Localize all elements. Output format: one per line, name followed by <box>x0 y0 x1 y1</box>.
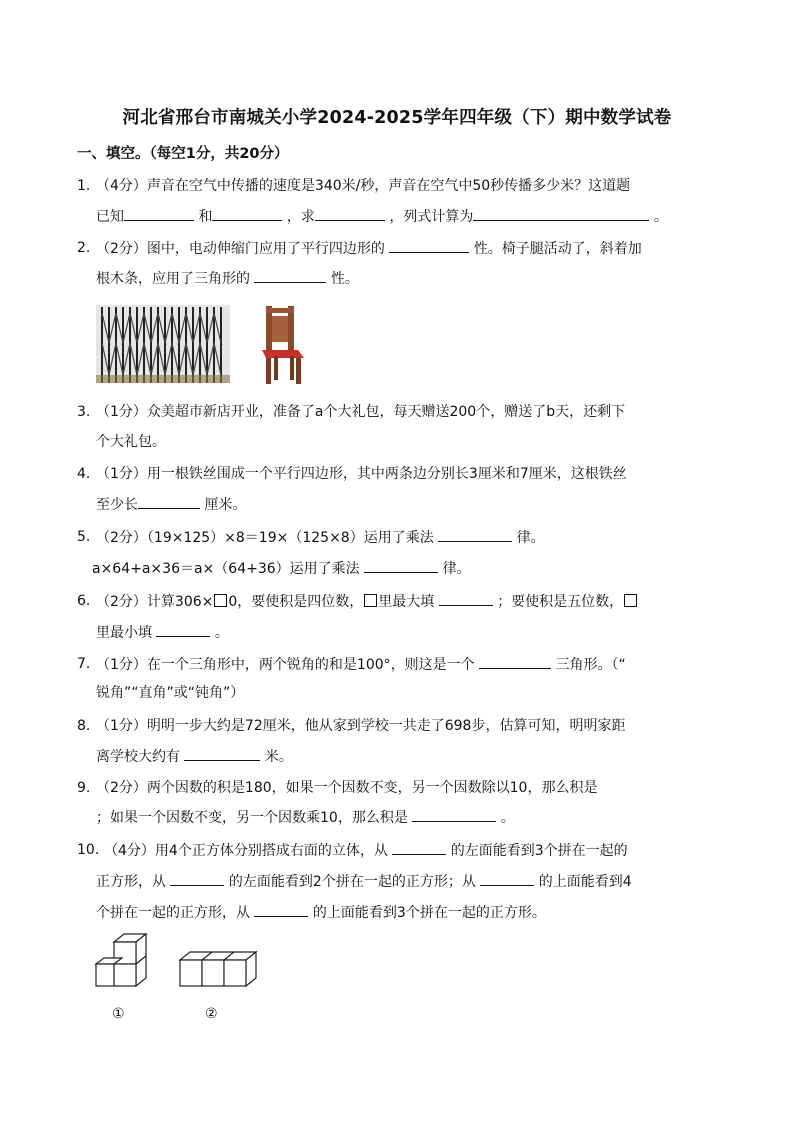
empty-box-icon <box>624 594 637 607</box>
q4-line2 <box>96 494 246 515</box>
q1-text-e: 。 <box>653 209 668 225</box>
q10-blank-1[interactable] <box>392 840 446 855</box>
q2-number: 2. <box>77 240 91 256</box>
q10-text-g: 的上面能看到3个拼在一起的正方形。 <box>312 905 546 921</box>
q2-text-b: 性。椅子腿活动了，斜着加 <box>473 241 642 257</box>
q6-text-a: （2分）计算306× <box>96 594 214 610</box>
q5-text-c: a×64+a×36＝a×（64+36）运用了乘法 <box>92 561 360 577</box>
section-heading-fill-in: 一、填空。（每空1分，共20分） <box>77 146 289 162</box>
q10-text-f: 个拼在一起的正方形，从 <box>96 905 250 921</box>
q6-text-e: 里最小填 <box>96 625 152 641</box>
q1-text-c: ，求 <box>286 209 315 225</box>
q10-line1 <box>104 840 628 861</box>
q5-text-d: 律。 <box>442 561 471 577</box>
cube-stack-figure-1 <box>92 932 152 994</box>
q6-text-c: 里最大填 <box>378 594 435 610</box>
q1-blank-4[interactable] <box>473 206 649 221</box>
q3-line2: 个大礼包。 <box>96 434 166 450</box>
q7-line1 <box>96 654 626 675</box>
wooden-chair-image <box>258 304 308 386</box>
retractable-gate-image <box>96 303 230 385</box>
q4-line1: （1分）用一根铁丝围成一个平行四边形，其中两条边分别长3厘米和7厘米，这根铁丝 <box>96 466 627 482</box>
figure-label-1: ① <box>112 1006 125 1022</box>
q10-line2 <box>96 871 632 892</box>
q4-number: 4. <box>77 466 91 482</box>
q4-text-b: 厘米。 <box>204 497 247 513</box>
q2-line2 <box>96 268 359 289</box>
q6-number: 6. <box>77 593 91 609</box>
q1-line2 <box>96 206 668 227</box>
q3-number: 3. <box>77 404 91 420</box>
q2-blank-2[interactable] <box>254 268 326 283</box>
q2-line1 <box>96 238 642 259</box>
q4-blank-1[interactable] <box>138 494 200 509</box>
q9-line2 <box>96 807 515 828</box>
empty-box-icon <box>214 594 227 607</box>
q9-text-b: 。 <box>500 810 515 826</box>
cube-row-figure-2 <box>176 948 262 992</box>
q6-line1 <box>96 591 638 612</box>
q8-line2 <box>96 746 293 767</box>
q5-line2 <box>92 558 471 579</box>
q6-text-f: 。 <box>214 625 229 641</box>
q8-text-b: 米。 <box>264 749 293 765</box>
q5-text-a: （2分）（19×125）×8＝19×（125×8）运用了乘法 <box>96 530 434 546</box>
q8-text-a: 离学校大约有 <box>96 749 180 765</box>
q6-blank-2[interactable] <box>156 622 210 637</box>
q6-line2 <box>96 622 229 643</box>
q1-text-b: 和 <box>198 209 213 225</box>
q5-blank-2[interactable] <box>364 558 438 573</box>
q2-blank-1[interactable] <box>389 238 469 253</box>
q3-line1: （1分）众美超市新店开业，准备了a个大礼包，每天赠送200个，赠送了b天，还剩下 <box>96 404 626 420</box>
q5-number: 5. <box>77 529 91 545</box>
q2-text-d: 性。 <box>330 271 359 287</box>
q10-text-b: 的左面能看到3个拼在一起的 <box>450 843 628 859</box>
q1-blank-3[interactable] <box>315 206 385 221</box>
q10-number: 10. <box>77 842 100 858</box>
q10-text-e: 的上面能看到4 <box>538 874 632 890</box>
q8-line1: （1分）明明一步大约是72厘米，他从家到学校一共走了698步，估算可知，明明家距 <box>96 718 626 734</box>
q9-line1: （2分）两个因数的积是180，如果一个因数不变，另一个因数除以10，那么积是 <box>96 780 598 796</box>
q9-text-a: ；如果一个因数不变，另一个因数乘10，那么积是 <box>96 810 408 826</box>
figure-label-2: ② <box>205 1006 218 1022</box>
q7-blank-1[interactable] <box>479 654 551 669</box>
q2-text-a: （2分）图中，电动伸缩门应用了平行四边形的 <box>96 241 385 257</box>
q5-text-b: 律。 <box>516 530 545 546</box>
q7-text-a: （1分）在一个三角形中，两个锐角的和是100°，则这是一个 <box>96 657 475 673</box>
q8-number: 8. <box>77 718 91 734</box>
q1-text-d: ，列式计算为 <box>389 209 474 225</box>
q5-blank-1[interactable] <box>438 527 512 542</box>
q10-blank-4[interactable] <box>254 902 308 917</box>
q5-line1 <box>96 527 545 548</box>
q7-number: 7. <box>77 656 91 672</box>
q10-text-a: （4分）用4个正方体分别搭成右面的立体，从 <box>104 843 388 859</box>
q6-text-d: ；要使积是五位数， <box>497 594 624 610</box>
q10-line3 <box>96 902 546 923</box>
q2-text-c: 根木条，应用了三角形的 <box>96 271 250 287</box>
q7-text-b: 三角形。（“ <box>555 657 626 673</box>
q9-number: 9. <box>77 780 91 796</box>
q10-blank-3[interactable] <box>480 871 534 886</box>
q7-line2: 锐角”“直角”或“钝角”） <box>96 685 245 701</box>
q4-text-a: 至少长 <box>96 497 138 513</box>
q10-text-d: 的左面能看到2个拼在一起的正方形；从 <box>228 874 476 890</box>
q1-text-a: 已知 <box>96 209 124 225</box>
q1-number: 1. <box>77 178 91 194</box>
page-title: 河北省邢台市南城关小学2024-2025学年四年级（下）期中数学试卷 <box>122 108 672 128</box>
q10-text-c: 正方形，从 <box>96 874 166 890</box>
q1-blank-1[interactable] <box>124 206 194 221</box>
q1-line1: （4分）声音在空气中传播的速度是340米/秒，声音在空气中50秒传播多少米？这道题 <box>96 178 631 194</box>
empty-box-icon <box>364 594 377 607</box>
q10-blank-2[interactable] <box>170 871 224 886</box>
q8-blank-1[interactable] <box>184 746 260 761</box>
q9-blank-1[interactable] <box>412 807 496 822</box>
q1-blank-2[interactable] <box>212 206 282 221</box>
q6-text-b: 0，要使积是四位数， <box>228 594 364 610</box>
q6-blank-1[interactable] <box>439 591 493 606</box>
